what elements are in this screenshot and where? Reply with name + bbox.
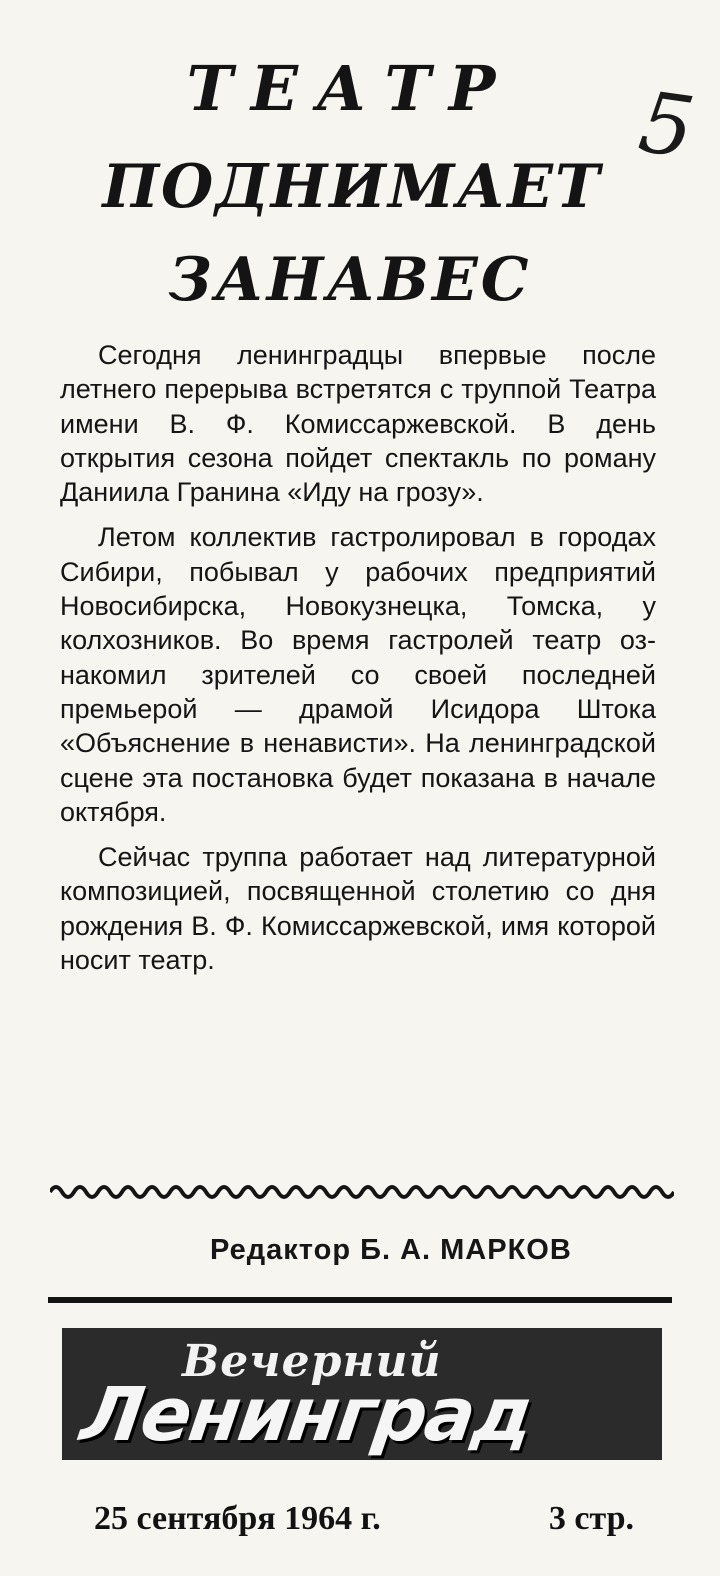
wavy-divider (50, 1180, 674, 1204)
page-number: 3 стр. (548, 1500, 634, 1537)
article-paragraph-1: Сегодня ленинградцы впервые после летнего перерыва встретятся с труппой Театра имени В. Ф. Комиссаржевской. В день открытия сезона пойдет спектакль по роману Даниила Гранина «Иду на грозу». (60, 340, 656, 508)
editor-credit: Редактор Б. А. МАРКОВ (210, 1234, 572, 1266)
horizontal-rule (48, 1297, 672, 1303)
handwritten-margin-mark: 5 (633, 72, 701, 178)
headline-line-2: ПОДНИМАЕТ (102, 152, 602, 222)
issue-footer (94, 1500, 634, 1538)
headline-line-3: ЗАНАВЕС (168, 245, 532, 315)
article-paragraph-2: Летом коллектив гастролировал в городах Сибири, побывал у рабочих предприятий Новосибирска, Новокузнецка, Томска, у колхозников. Во время гастролей театр ознакомил зрителей со своей последней премьерой — драмой Исидора Штока «Объяснение в ненависти». На ленинградской сцене эта постановка будет показана в начале октября. (60, 522, 656, 827)
newspaper-masthead-logo (62, 1328, 662, 1460)
article-body (60, 338, 656, 988)
masthead-top-word: Вечерний (182, 1336, 442, 1387)
article-paragraph-3: Сейчас труппа работает над литературной композицией, посвященной столетию со дня рождения В. Ф. Комиссаржевской, имя которой носит театр. (60, 842, 656, 976)
headline-line-1: ТЕАТР (186, 52, 514, 125)
issue-date: 25 сентября 1964 г. (94, 1500, 381, 1537)
masthead-main-word: Ленинград (75, 1372, 538, 1458)
